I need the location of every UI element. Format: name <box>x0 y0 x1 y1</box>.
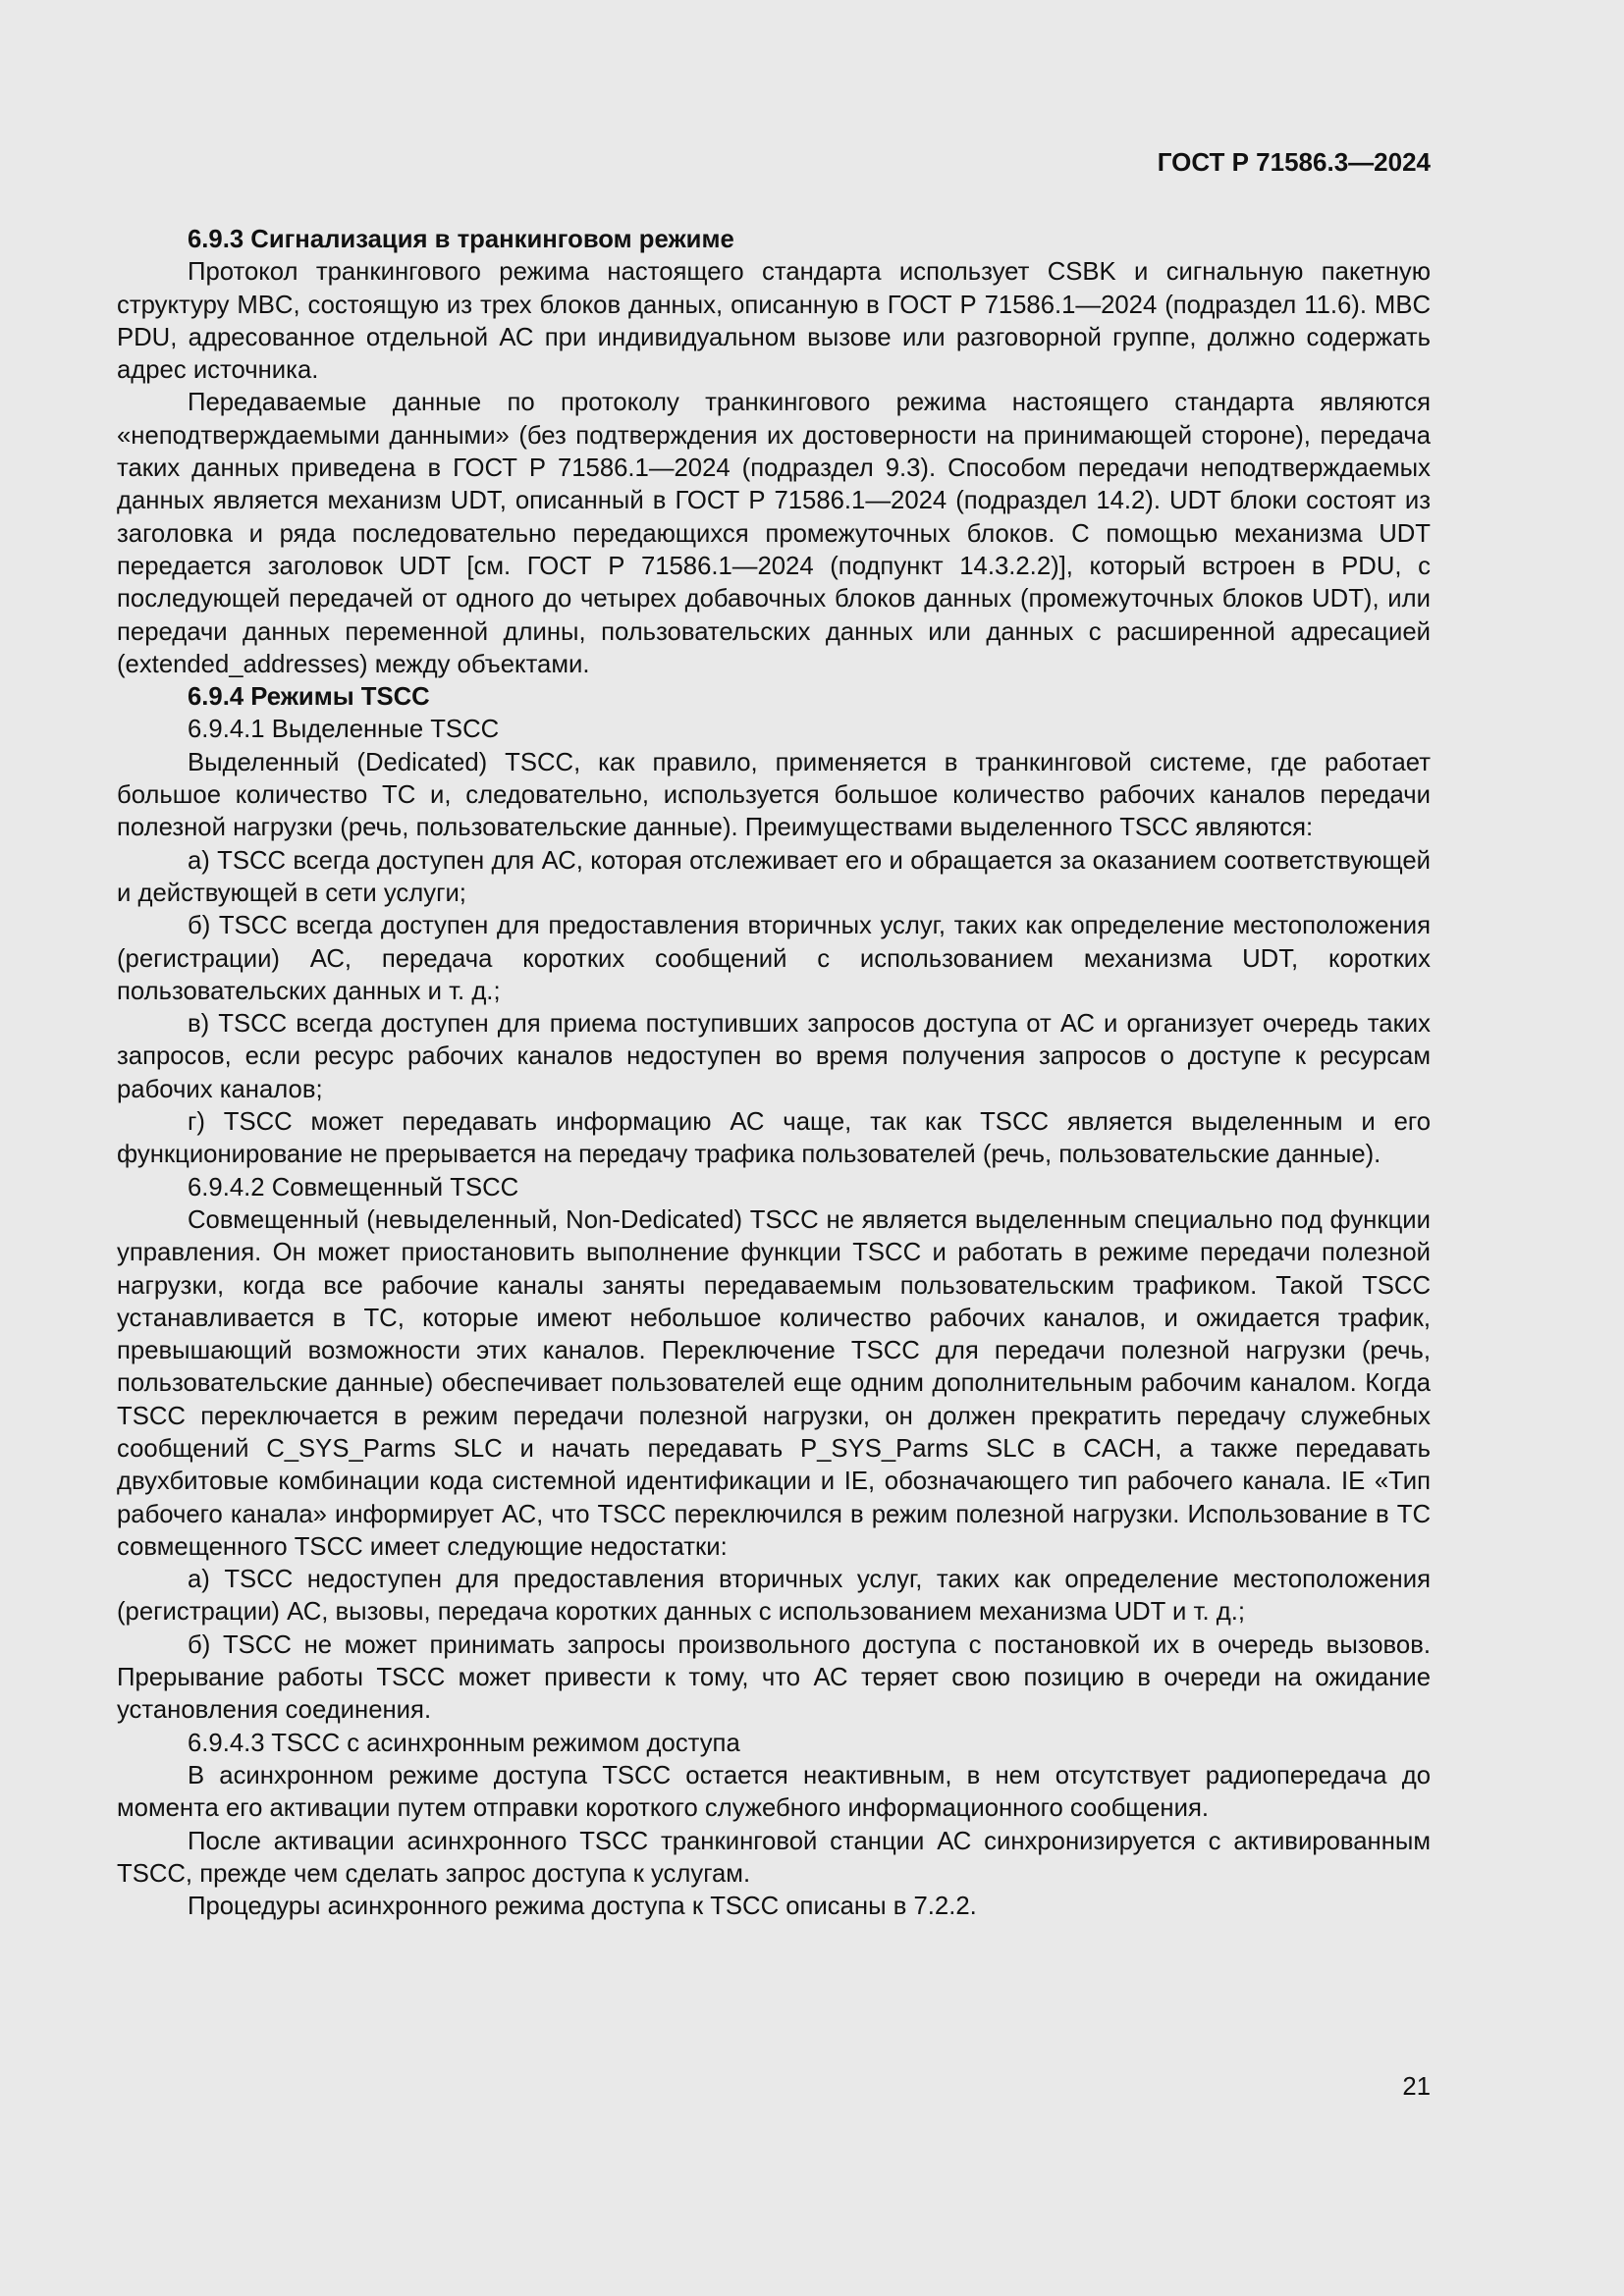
list-item: б) TSCC всегда доступен для предоставления вторичных услуг, таких как определение местоположения (регистрации) АС, передача коротких сообщений с использованием механизма UDT, коротких пользовательских данных и т. д.; <box>117 912 1431 1005</box>
subsection-heading: 6.9.4.2 Совмещенный TSCC <box>188 1173 519 1201</box>
document-body <box>117 224 1431 1923</box>
page-number: 21 <box>1402 2073 1431 2101</box>
list-item: а) TSCC всегда доступен для АС, которая отслеживает его и обращается за оказанием соответствующей и действующей в сети услуги; <box>117 846 1431 907</box>
subsection-heading: 6.9.4.3 TSCC с асинхронным режимом доступа <box>188 1729 740 1757</box>
section-heading: 6.9.3 Сигнализация в транкинговом режиме <box>188 226 734 253</box>
paragraph: После активации асинхронного TSCC транкинговой станции АС синхронизируется с активированным TSCC, прежде чем сделать запрос доступа к услугам. <box>117 1827 1431 1888</box>
list-item: а) TSCC недоступен для предоставления вторичных услуг, таких как определение местоположения (регистрации) АС, вызовы, передача коротких данных с использованием механизма UDT и т. д.; <box>117 1566 1431 1627</box>
subsection-heading: 6.9.4.1 Выделенные TSCC <box>188 716 500 744</box>
paragraph: В асинхронном режиме доступа TSCC остается неактивным, в нем отсутствует радиопередача до момента его активации путем отправки короткого служебного информационного сообщения. <box>117 1761 1431 1823</box>
paragraph: Совмещенный (невыделенный, Non-Dedicated) TSCC не является выделенным специально под функции управления. Он может приостановить выполнение функции TSCC и работать в режиме передачи полезной нагрузки, когда все рабочие каналы заняты передаваемым пользовательским трафиком. Такой TSCC устанавливается в ТС, которые имеют небольшое количество рабочих каналов, и ожидается трафик, превышающий возможности этих каналов. Переключение TSCC для передачи полезной нагрузки (речь, пользовательские данные) обеспечивает пользователей еще одним дополнительным рабочим каналом. Когда TSCC переключается в режим передачи полезной нагрузки, он должен прекратить передачу служебных сообщений C_SYS_Parms SLC и начать передавать P_SYS_Parms SLC в CACH, а также передавать двухбитовые комбинации кода системной идентификации и IE, обозначающего тип рабочего канала. IE «Тип рабочего канала» информирует АС, что TSCC переключился в режим полезной нагрузки. Использование в ТС совмещенного TSCC имеет следующие недостатки: <box>117 1205 1431 1561</box>
paragraph: Процедуры асинхронного режима доступа к TSCC описаны в 7.2.2. <box>188 1893 977 1921</box>
document-header: ГОСТ Р 71586.3—2024 <box>1157 147 1431 177</box>
paragraph: Протокол транкингового режима настоящего стандарта использует CSBK и сигнальную пакетную структуру MBC, состоящую из трех блоков данных, описанную в ГОСТ Р 71586.1—2024 (подраздел 11.6). MBC PDU, адресованное отдельной АС при индивидуальном вызове или разговорной группе, должно содержать адрес источника. <box>117 258 1431 385</box>
paragraph: Выделенный (Dedicated) TSCC, как правило, применяется в транкинговой системе, где работает большое количество ТС и, следовательно, используется большое количество рабочих каналов передачи полезной нагрузки (речь, пользовательские данные). Преимуществами выделенного TSCC являются: <box>117 748 1431 842</box>
list-item: в) TSCC всегда доступен для приема поступивших запросов доступа от АС и организует очередь таких запросов, если ресурс рабочих каналов недоступен во время получения запросов о доступе к ресурсам рабочих каналов; <box>117 1010 1431 1103</box>
paragraph: Передаваемые данные по протоколу транкингового режима настоящего стандарта являются «неподтверждаемыми данными» (без подтверждения их достоверности на принимающей стороне), передача таких данных приведена в ГОСТ Р 71586.1—2024 (подраздел 9.3). Способом передачи неподтверждаемых данных является механизм UDT, описанный в ГОСТ Р 71586.1—2024 (подраздел 14.2). UDT блоки состоят из заголовка и ряда последовательно передающихся промежуточных блоков. С помощью механизма UDT передается заголовок UDT [см. ГОСТ Р 71586.1—2024 (подпункт 14.3.2.2)], который встроен в PDU, с последующей передачей от одного до четырех добавочных блоков данных (промежуточных блоков UDT), или передачи данных переменной длины, пользовательских данных или данных с расширенной адресацией (extended_addresses) между объектами. <box>117 389 1431 678</box>
list-item: г) TSCC может передавать информацию АС чаще, так как TSCC является выделенным и его функционирование не прерывается на передачу трафика пользователей (речь, пользовательские данные). <box>117 1108 1431 1169</box>
section-heading: 6.9.4 Режимы TSCC <box>188 683 430 712</box>
list-item: б) TSCC не может принимать запросы произвольного доступа с постановкой их в очередь вызовов. Прерывание работы TSCC может привести к тому, что АС теряет свою позицию в очереди на ожидание установления соединения. <box>117 1630 1431 1725</box>
